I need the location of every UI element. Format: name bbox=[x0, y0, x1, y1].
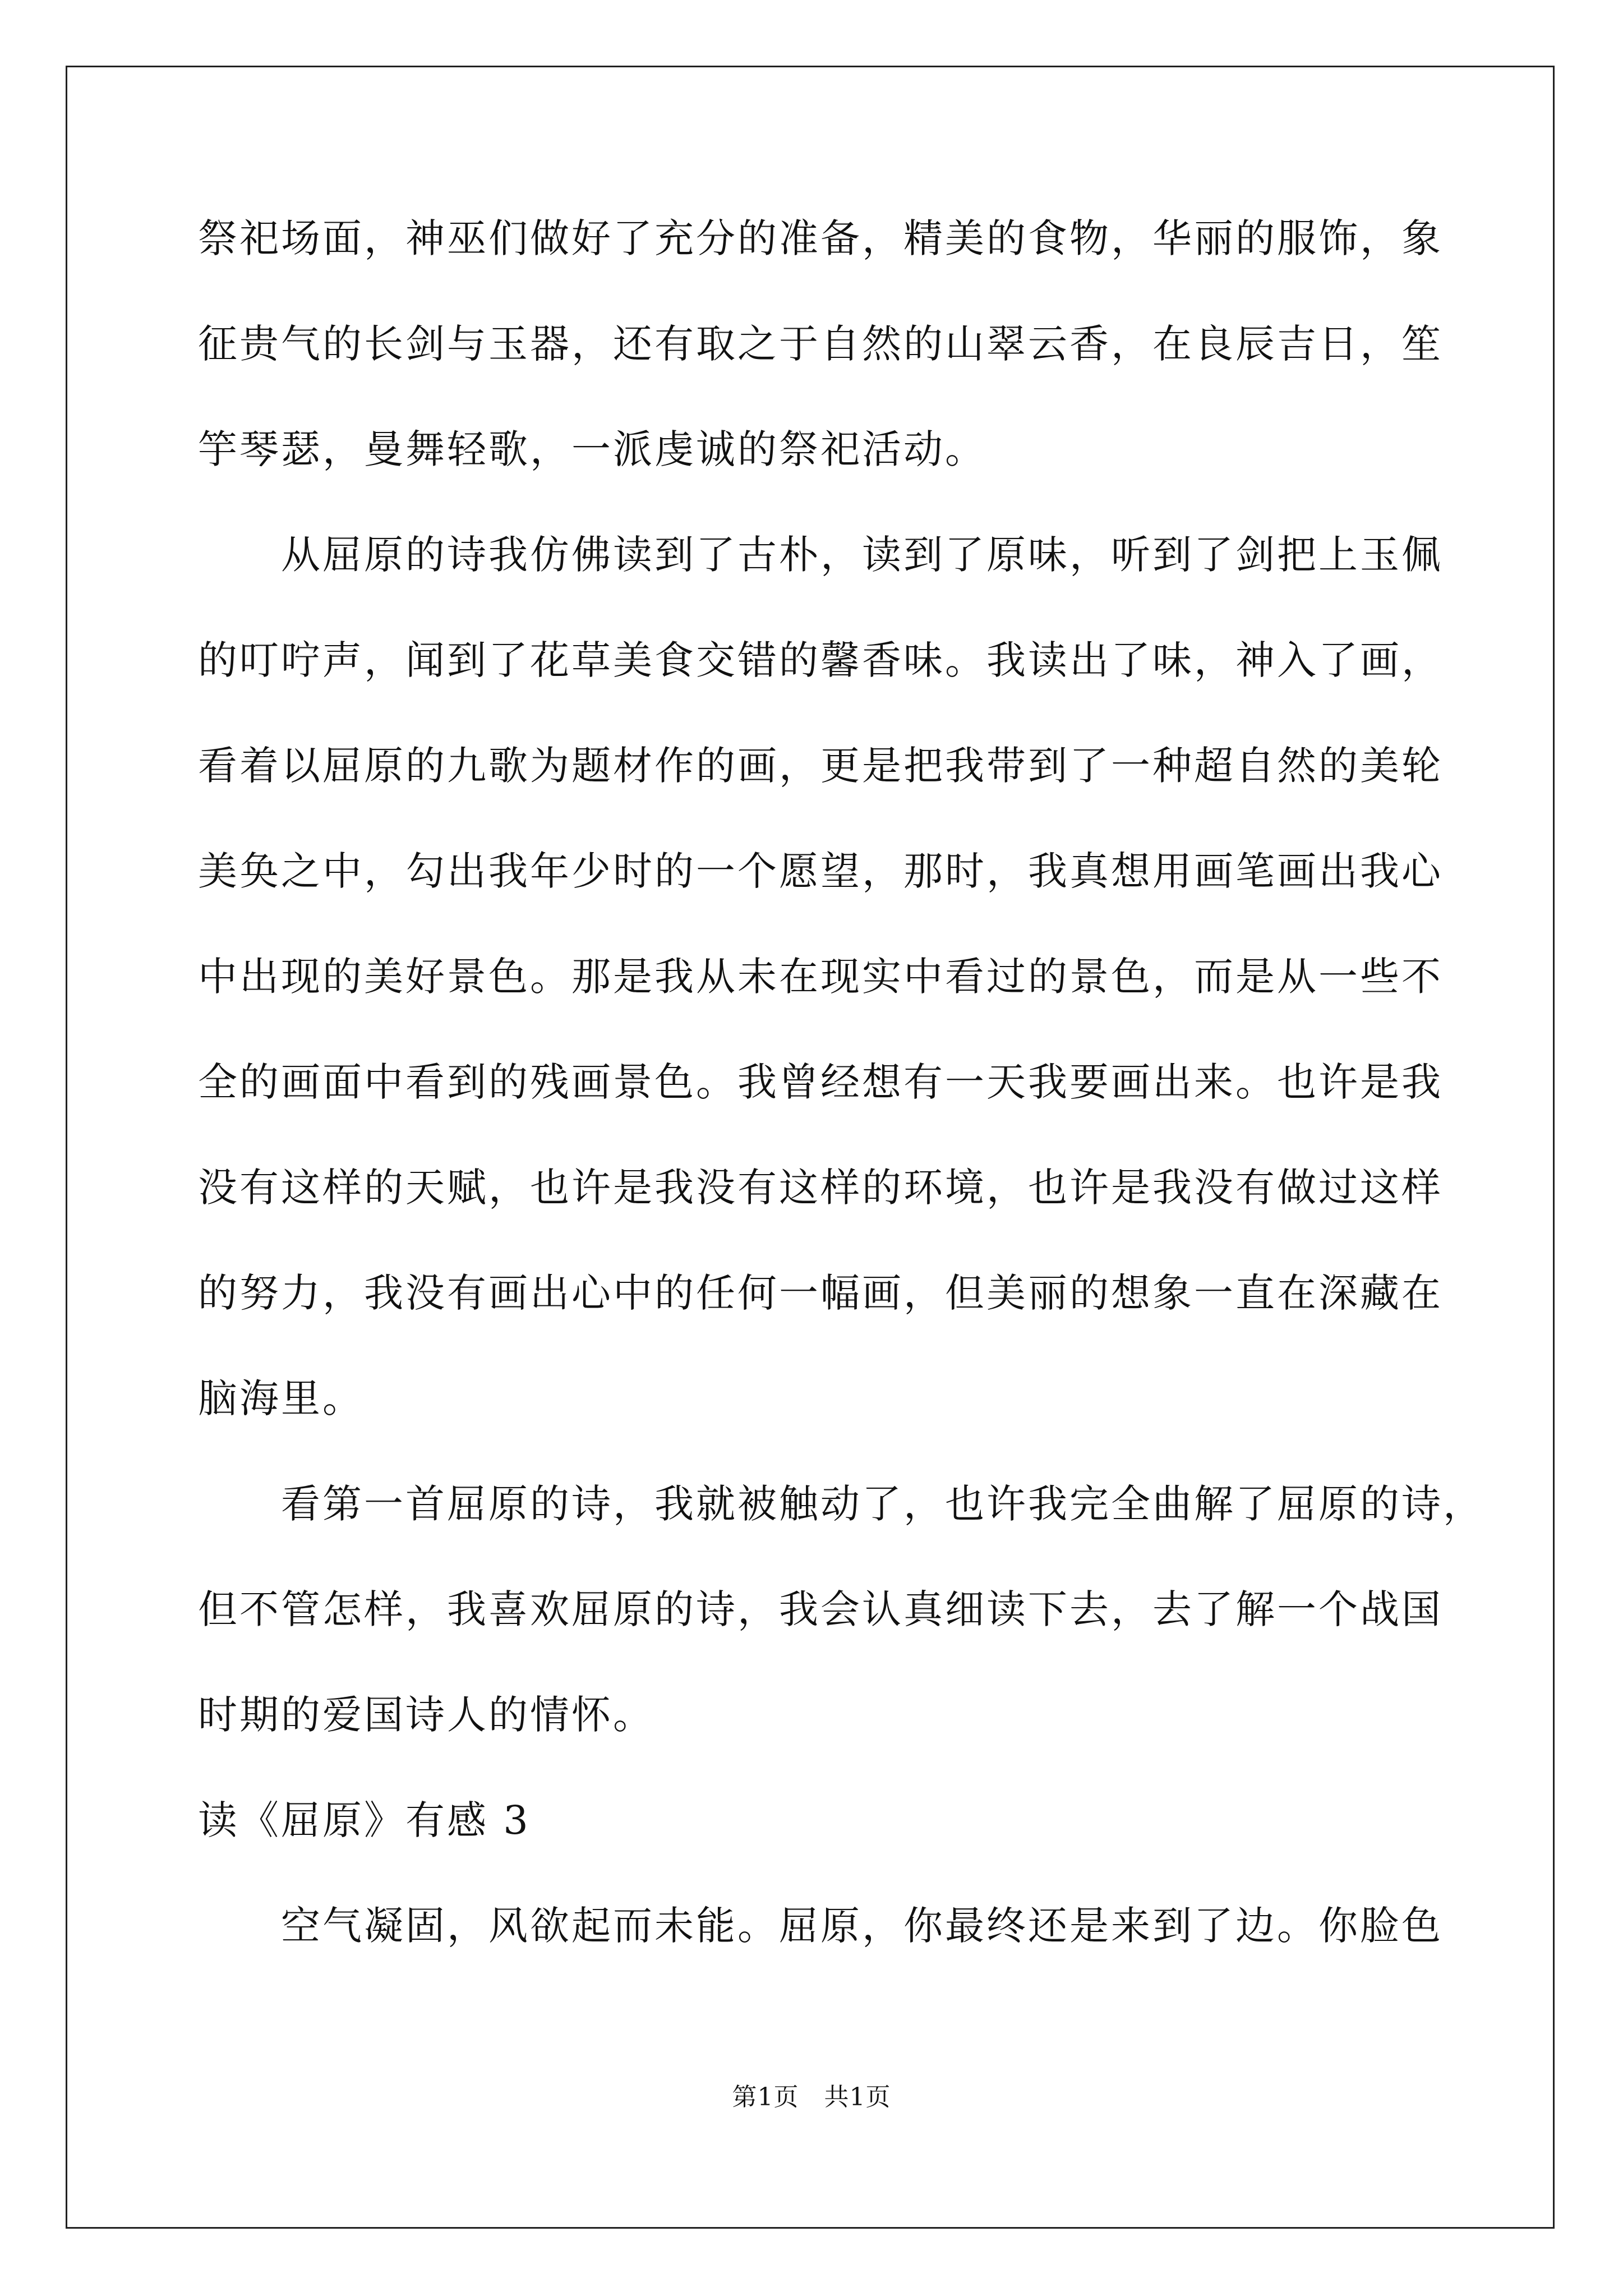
paragraph-first-line: 从屈原的诗我仿佛读到了古朴，读到了原味，听到了剑把上玉佩 bbox=[198, 532, 1443, 578]
page-footer: 第1页 共1页 bbox=[732, 2083, 891, 2111]
text-line: 看着以屈原的九歌为题材作的画，更是把我带到了一种超自然的美轮 bbox=[198, 743, 1443, 789]
text-line: 时期的爱国诗人的情怀。 bbox=[198, 1692, 654, 1738]
section-heading: 读《屈原》有感 3 bbox=[198, 1797, 531, 1843]
paragraph-first-line: 看第一首屈原的诗，我就被触动了，也许我完全曲解了屈原的诗， bbox=[198, 1481, 1484, 1527]
text-line: 祭祀场面，神巫们做好了充分的准备，精美的食物，华丽的服饰，象 bbox=[198, 215, 1443, 261]
text-line: 美奂之中，勾出我年少时的一个愿望，那时，我真想用画笔画出我心 bbox=[198, 848, 1443, 894]
text-line: 征贵气的长剑与玉器，还有取之于自然的山翠云香，在良辰吉日，笙 bbox=[198, 321, 1443, 367]
text-line: 的叮咛声，闻到了花草美食交错的馨香味。我读出了味，神入了画， bbox=[198, 637, 1443, 683]
text-line: 的努力，我没有画出心中的任何一幅画，但美丽的想象一直在深藏在 bbox=[198, 1270, 1443, 1316]
text-line: 没有这样的天赋，也许是我没有这样的环境，也许是我没有做过这样 bbox=[198, 1165, 1443, 1211]
paragraph-first-line: 空气凝固，风欲起而未能。屈原，你最终还是来到了边。你脸色 bbox=[198, 1903, 1443, 1949]
text-line: 脑海里。 bbox=[198, 1375, 364, 1421]
text-line: 竽琴瑟，曼舞轻歌，一派虔诚的祭祀活动。 bbox=[198, 426, 986, 472]
text-line: 但不管怎样，我喜欢屈原的诗，我会认真细读下去，去了解一个战国 bbox=[198, 1586, 1443, 1632]
text-line: 中出现的美好景色。那是我从未在现实中看过的景色，而是从一些不 bbox=[198, 954, 1443, 1000]
text-line: 全的画面中看到的残画景色。我曾经想有一天我要画出来。也许是我 bbox=[198, 1059, 1443, 1105]
